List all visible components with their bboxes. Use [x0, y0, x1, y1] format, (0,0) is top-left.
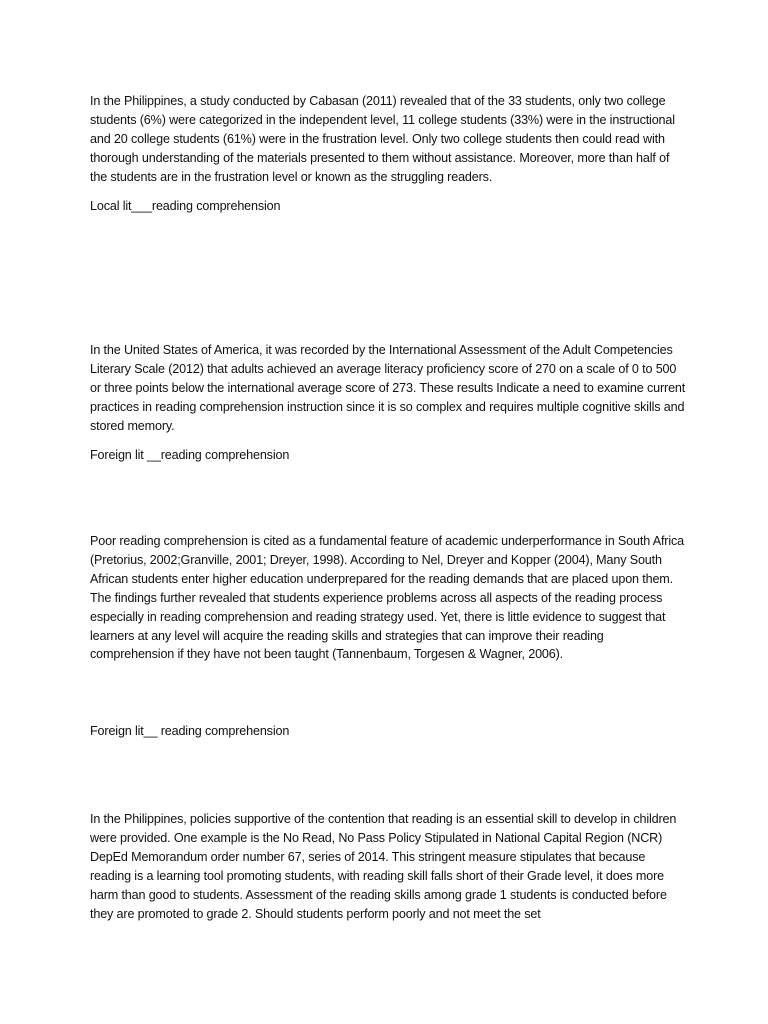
paragraph-south-africa-comprehension: Poor reading comprehension is cited as a fundamental feature of academic underperformance in South Africa (Pretorius, 2002;Granville, 2001; Dreyer, 1998). According to Nel, Dreyer and Kopper (2004), Many South African students enter higher education underprepared for the reading demands that are placed upon them. The findings further revealed that students experience problems across all aspects of the reading process especially in reading comprehension and reading strategy used. Yet, there is little evidence to suggest that learners at any level will acquire the reading skills and strategies that can improve their reading comprehension if they have not been taught (Tannenbaum, Torgesen & Wagner, 2006). [90, 534, 685, 662]
section-label-foreign-lit-1: Foreign lit __reading comprehension [90, 448, 290, 462]
section-label-foreign-lit-2: Foreign lit__ reading comprehension [90, 724, 290, 738]
paragraph-usa-literacy-scale: In the United States of America, it was recorded by the International Assessment of the Adult Competencies Literary Scale (2012) that adults achieved an average literacy proficiency score of 270 on a scale of 0 to 500 or three points below the international average score of 273. These results Indicate a need to examine current practices in reading comprehension instruction since it is so complex and requires multiple cognitive skills and stored memory. [90, 343, 686, 433]
paragraph-local-study-cabasan: In the Philippines, a study conducted by Cabasan (2011) revealed that of the 33 students, only two college students (6%) were categorized in the independent level, 11 college students (33%) were in the instructional and 20 college students (61%) were in the frustration level. Only two college students then could read with thorough understanding of the materials presented to them without assistance. Moreover, more than half of the students are in the frustration level or known as the struggling readers. [90, 94, 675, 184]
paragraph-philippines-no-read-no-pass: In the Philippines, policies supportive of the contention that reading is an essential skill to develop in children were provided. One example is the No Read, No Pass Policy Stipulated in National Capital Region (NCR) DepEd Memorandum order number 67, series of 2014. This stringent measure stipulates that because reading is a learning tool promoting students, with reading skill falls short of their Grade level, it does more harm than good to students. Assessment of the reading skills among grade 1 students is conducted before they are promoted to grade 2. Should students perform poorly and not meet the set [90, 812, 677, 921]
section-label-local-lit: Local lit___reading comprehension [90, 199, 281, 213]
